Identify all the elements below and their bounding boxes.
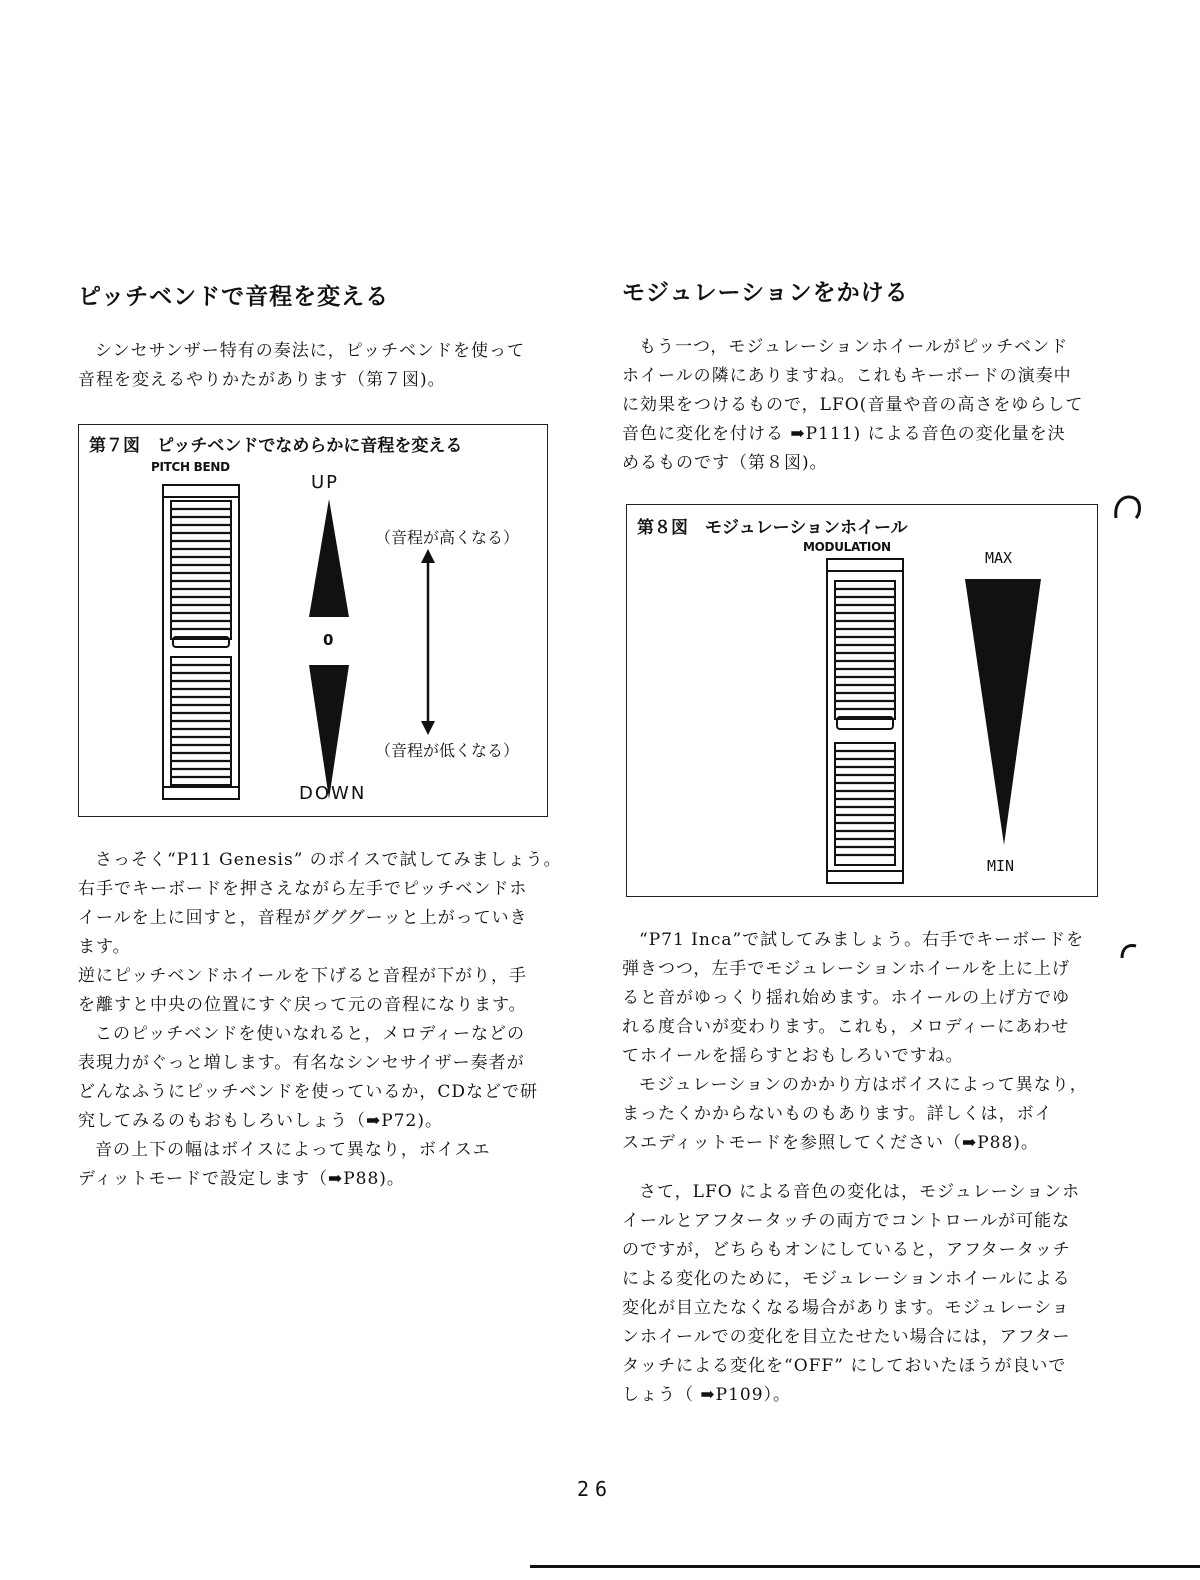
modulation-label: MODULATION xyxy=(803,540,891,554)
right-body-line: てホイールを揺らすとおもしろいですね。 xyxy=(622,1046,964,1066)
left-body-line: どんなふうにピッチベンドを使っているか，CDなどで研 xyxy=(78,1082,538,1102)
figure-7 xyxy=(78,424,548,817)
left-heading: ピッチベンドで音程を変える xyxy=(78,284,390,310)
right-intro-line: に効果をつけるもので，LFO(音量や音の高さをゆらして xyxy=(622,395,1084,415)
scan-mark-icon xyxy=(1110,488,1150,524)
right-body-1 xyxy=(622,926,1112,1158)
up-down-triangles-icon xyxy=(307,499,351,799)
zero-label: 0 xyxy=(323,631,336,649)
double-arrow-icon xyxy=(420,549,436,735)
right-intro-line: ホイールの隣にありますね。これもキーボードの演奏中 xyxy=(622,366,1072,386)
up-label: UP xyxy=(311,472,340,493)
left-body xyxy=(78,846,578,1194)
right-body-line: イールとアフタータッチの両方でコントロールが可能な xyxy=(622,1211,1071,1231)
left-intro-line: シンセサンザー特有の奏法に，ピッチベンドを使って xyxy=(95,341,526,361)
right-body-line: まったくかからないものもあります。詳しくは，ボイ xyxy=(622,1104,1053,1124)
right-intro-line: 音色に変化を付ける ➡P111) による音色の変化量を決 xyxy=(622,424,1066,444)
right-intro-line: めるものです（第８図)。 xyxy=(622,453,828,473)
figure-8 xyxy=(626,504,1098,897)
right-body-line: しょう（ ➡P109）。 xyxy=(622,1385,792,1405)
right-body-line: のですが，どちらもオンにしていると，アフタータッチ xyxy=(622,1240,1071,1260)
pitch-bend-wheel-icon xyxy=(161,483,247,803)
pitch-low-label: （音程が低くなる） xyxy=(375,741,520,760)
right-body-line: 変化が目立たなくなる場合があります。モジュレーショ xyxy=(622,1298,1070,1318)
pitch-bend-label: PITCH BEND xyxy=(151,460,230,474)
right-intro xyxy=(622,333,1112,478)
right-body-line: ンホイールでの変化を目立たせたい場合には，アフター xyxy=(622,1327,1071,1347)
left-body-line: 逆にピッチベンドホイールを下げると音程が下がり，手 xyxy=(78,966,527,986)
left-body-line: イールを上に回すと，音程がグググーッと上がっていき xyxy=(78,908,528,928)
figure-7-title: 第７図 ピッチベンドでなめらかに音程を変える xyxy=(89,436,463,456)
page-number: 26 xyxy=(577,1477,614,1501)
down-label: DOWN xyxy=(299,783,367,804)
figure-8-title: 第８図 モジュレーションホイール xyxy=(637,518,908,538)
right-body-line: タッチによる変化を“OFF” にしておいたほうが良いで xyxy=(622,1356,1067,1376)
left-body-line: 右手でキーボードを押さえながら左手でピッチベンドホ xyxy=(78,879,528,899)
modulation-wedge-icon xyxy=(965,579,1041,845)
left-body-line: 究してみるのもおもしろいしょう（➡P72)。 xyxy=(78,1111,443,1131)
left-intro-line: 音程を変えるやりかたがあります（第７図)。 xyxy=(78,370,446,390)
right-body-2 xyxy=(622,1178,1112,1410)
left-body-line: このピッチベンドを使いなれると，メロディーなどの xyxy=(95,1024,525,1044)
bottom-edge-line xyxy=(530,1565,1200,1568)
right-intro-line: もう一つ，モジュレーションホイールがピッチベンド xyxy=(639,337,1069,357)
right-body-line: さて，LFO による音色の変化は，モジュレーションホ xyxy=(639,1182,1081,1202)
right-body-line: モジュレーションのかかり方はボイスによって異なり， xyxy=(639,1075,1088,1095)
left-body-line: 音の上下の幅はボイスによって異なり，ボイスエ xyxy=(95,1140,491,1160)
right-body-line: “P71 Inca”で試してみましょう。右手でキーボードを xyxy=(639,930,1085,950)
pitch-high-label: （音程が高くなる） xyxy=(375,528,520,547)
scan-mark-small-icon xyxy=(1118,938,1142,962)
min-label: MIN xyxy=(987,857,1015,875)
left-intro xyxy=(78,337,558,395)
left-body-line: ます。 xyxy=(78,937,131,957)
left-body-line: 表現力がぐっと増します。有名なシンセサイザー奏者が xyxy=(78,1053,525,1073)
left-body-line: さっそく“P11 Genesis” のボイスで試してみましょう。 xyxy=(95,850,562,870)
right-heading: モジュレーションをかける xyxy=(622,280,909,306)
left-body-line: を離すと中央の位置にすぐ戻って元の音程になります。 xyxy=(78,995,527,1015)
right-body-line: スエディットモードを参照してください（➡P88)。 xyxy=(622,1133,1039,1153)
max-label: MAX xyxy=(985,549,1013,567)
modulation-wheel-icon xyxy=(825,557,911,887)
right-body-line: 弾きつつ，左手でモジュレーションホイールを上に上げ xyxy=(622,959,1070,979)
right-body-line: れる度合いが変わります。これも，メロディーにあわせ xyxy=(622,1017,1070,1037)
right-body-line: ると音がゆっくり揺れ始めます。ホイールの上げ方でゆ xyxy=(622,988,1071,1008)
right-body-line: による変化のために，モジュレーションホイールによる xyxy=(622,1269,1071,1289)
left-body-line: ディットモードで設定します（➡P88)。 xyxy=(78,1169,405,1189)
